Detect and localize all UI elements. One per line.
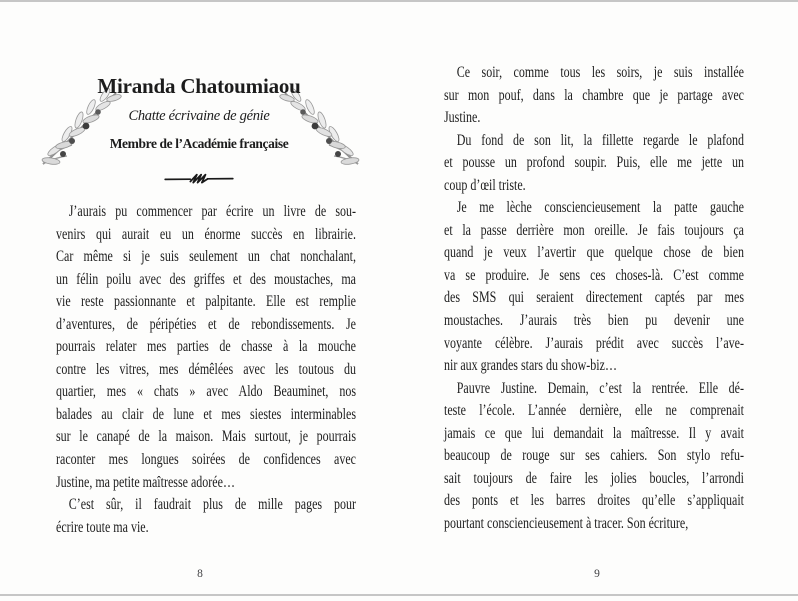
- right-page-body: [444, 62, 744, 535]
- text-line: Justine.: [444, 109, 481, 127]
- text-line: Je me lèche consciencieusement la patte gauche: [456, 199, 744, 217]
- right-page-number: 9: [594, 568, 600, 580]
- text-line: Justine, ma petite maîtresse adorée…: [56, 473, 235, 491]
- text-line: moustaches. J’aurais très bien pu devenir une: [444, 312, 744, 330]
- text-line: Car même si je suis seulement un chat nonchalant,: [56, 248, 356, 266]
- text-line: sur mon pouf, dans la chambre que je partage avec: [444, 86, 744, 104]
- text-line: sait toujours de faire les jolies boucles, l’arrondi: [444, 469, 744, 487]
- left-page-number: 8: [197, 568, 203, 580]
- section-divider: [49, 170, 349, 193]
- text-line: sur le canapé de la maison. Mais surtout, je pourrais: [56, 428, 356, 446]
- text-line: balades au clair de lune et mes siestes interminables: [56, 405, 356, 423]
- text-line: J’aurais pu commencer par écrire un livre de sou-: [68, 203, 356, 220]
- text-line: beaucoup de rouge sur ses cahiers. Son stylo refu-: [444, 447, 744, 465]
- text-line: quartier, mes « chats » avec Aldo Beauminet, nos: [56, 383, 356, 401]
- text-line: venirs qui aurait eu un énorme succès en librairie.: [56, 225, 356, 243]
- author-affiliation: Membre de l’Académie française: [109, 136, 289, 151]
- text-line: pourtant consciencieusement à tracer. Son écriture,: [444, 514, 689, 532]
- text-line: Ce soir, comme tous les soirs, je suis installée: [456, 64, 744, 81]
- left-page: [56, 0, 356, 601]
- text-line: d’aventures, de péripéties et de rebondissements. Je: [56, 315, 356, 333]
- text-line: contre les vitres, mes démêlées avec les toutous du: [56, 360, 356, 378]
- text-line: C’est sûr, il faudrait plus de mille pages pour: [68, 496, 356, 514]
- text-line: et pousse un profond soupir. Puis, elle me jette un: [444, 154, 744, 172]
- text-line: quand je veux l’avertir que quelque chose de bien: [444, 244, 744, 262]
- author-subtitle: Chatte écrivaine de génie: [128, 108, 270, 124]
- author-title: Miranda Chatoumiaou: [97, 74, 301, 98]
- text-line: et la passe derrière mon oreille. Je fais toujours ça: [444, 221, 744, 239]
- text-line: va se produire. Je sens ces choses-là. C’est comme: [444, 266, 744, 284]
- text-line: des ponts et les barres droites qu’elle s’appliquait: [444, 492, 744, 510]
- text-line: voyante célèbre. J’aurais prédit avec succès l’ave-: [444, 334, 744, 352]
- text-line: teste l’école. L’année dernière, elle ne comprenait: [444, 402, 744, 420]
- text-line: pourrais relater mes parties de chasse à la mouche: [56, 338, 356, 356]
- right-page: [444, 0, 742, 601]
- left-page-body: [56, 201, 356, 539]
- text-line: jamais ce que lui demandait la maîtresse. Il y avait: [444, 424, 744, 442]
- text-line: coup d’œil triste.: [444, 176, 526, 194]
- text-line: un félin poilu avec des griffes et des moustaches, ma: [56, 270, 356, 288]
- text-line: nir aux grandes stars du show-biz…: [444, 357, 617, 375]
- text-line: écrire toute ma vie.: [56, 518, 149, 536]
- text-line: raconter mes longues soirées de confidences avec: [56, 451, 356, 469]
- text-line: vie reste passionnante et palpitante. Elle est remplie: [56, 293, 356, 311]
- text-line: des SMS qui seraient directement captés par mes: [444, 289, 744, 307]
- text-line: Pauvre Justine. Demain, c’est la rentrée. Elle dé-: [456, 379, 744, 397]
- rope-twist-divider-icon: [163, 170, 235, 188]
- text-line: Du fond de son lit, la fillette regarde le plafond: [456, 131, 744, 149]
